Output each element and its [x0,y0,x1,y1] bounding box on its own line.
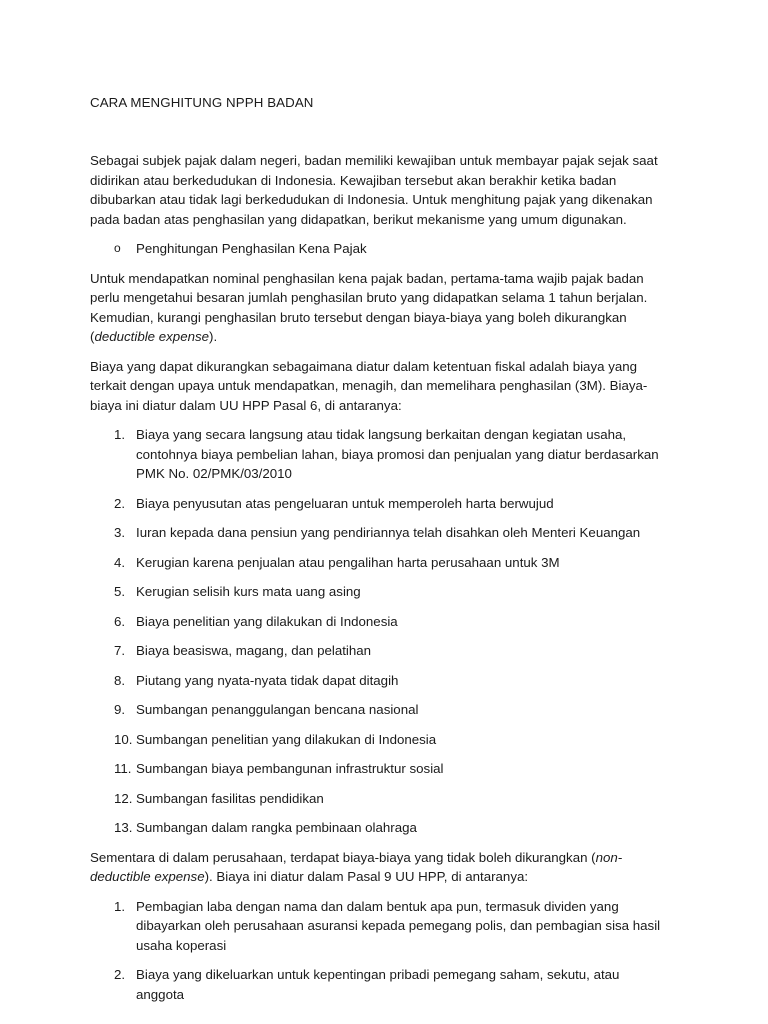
list-item-number: 6. [114,613,126,629]
list-item-text: Sumbangan biaya pembangunan infrastruktur sosial [136,761,444,776]
list-item-text: Sumbangan penanggulangan bencana nasional [136,702,419,717]
list-item-number: 4. [114,554,126,570]
list-item-text: Kerugian karena penjualan atau pengalihan harta perusahaan untuk 3M [136,554,560,570]
list-item-text: Biaya yang dikeluarkan untuk kepentingan pribadi pemegang saham, sekutu, atau anggota [136,967,620,1002]
section-bullet [90,239,670,259]
list-item-number: 10. [114,731,133,747]
taxable-income-text: Untuk mendapatkan nominal penghasilan kena pajak badan, pertama-tama wajib pajak badan perlu mengetahui besaran jumlah penghasilan bruto yang didapatkan selama 1 tahun berjalan. Kemudian, kurangi penghasilan bruto tersebut dengan biaya-biaya yang boleh dikurangkan ( [90,270,648,344]
list-item [90,759,670,779]
list-item [90,494,670,514]
list-item-number: 13. [114,820,133,835]
document-title: CARA MENGHITUNG NPPH BADAN [90,95,314,110]
list-item-text: Biaya penelitian yang dilakukan di Indonesia [136,613,398,629]
nondeductible-expense-term: non-deductible expense [90,849,623,884]
deductible-expense-term: deductible expense [94,329,210,344]
list-item [90,789,670,809]
list-item [90,553,670,573]
list-item-number: 5. [114,584,126,599]
taxable-income-paragraph [90,269,670,347]
bullet-mark: o [114,241,121,255]
list-item-number: 9. [114,702,126,717]
list-item-number: 8. [114,672,126,688]
list-item-number: 7. [114,643,126,658]
list-item-text: Biaya yang secara langsung atau tidak langsung berkaitan dengan kegiatan usaha, contohnya biaya pembelian lahan, biaya promosi dan penjualan yang diatur berdasarkan PMK No. 02/PMK/03/2010 [136,427,659,481]
list-item [90,582,670,602]
deductible-intro-paragraph: Biaya yang dapat dikurangkan sebagaimana diatur dalam ketentuan fiskal adalah biaya yang terkait dengan upaya untuk mendapatkan, menagih, dan memelihara penghasilan (3M). Biaya-biaya ini diatur dalam UU HPP Pasal 6, di antaranya: [90,358,648,413]
list-item-text: Pembagian laba dengan nama dan dalam bentuk apa pun, termasuk dividen yang dibayarkan oleh perusahaan asuransi kepada pemegang polis, dan pembagian sisa hasil usaha koperasi [136,898,661,953]
list-item [90,730,670,750]
list-item-number: 2. [114,495,126,511]
list-item [90,523,670,543]
list-item-number: 11. [114,761,132,776]
nondeductible-text-end: ). Biaya ini diatur dalam Pasal 9 UU HPP, di antaranya: [204,869,529,884]
list-item-text: Sumbangan penelitian yang dilakukan di Indonesia [136,731,437,747]
list-item-number: 1. [114,898,126,914]
list-item-text: Biaya penyusutan atas pengeluaran untuk memperoleh harta berwujud [136,495,554,511]
list-item-text: Biaya beasiswa, magang, dan pelatihan [136,643,372,658]
list-item-number: 3. [114,525,126,540]
list-item-text: Iuran kepada dana pensiun yang pendiriannya telah disahkan oleh Menteri Keuangan [136,525,641,540]
list-item-number: 2. [114,967,126,982]
list-item-text: Sumbangan fasilitas pendidikan [136,790,324,806]
list-item [90,671,670,691]
deductible-list [90,425,670,838]
list-item-number: 12. [114,790,133,806]
list-item-text: Sumbangan dalam rangka pembinaan olahraga [136,820,417,835]
list-item [90,641,670,661]
list-item-text: Piutang yang nyata-nyata tidak dapat ditagih [136,672,399,688]
list-item [90,965,670,1004]
list-item-number: 1. [114,427,126,442]
list-item [90,612,670,632]
list-item-text: Kerugian selisih kurs mata uang asing [136,584,361,599]
nondeductible-text: Sementara di dalam perusahaan, terdapat biaya-biaya yang tidak boleh dikurangkan ( [90,849,596,865]
list-item [90,425,670,484]
nondeductible-list [90,897,670,1005]
list-item [90,700,670,720]
taxable-income-text-end: ). [209,329,218,344]
section-heading: Penghitungan Penghasilan Kena Pajak [136,241,367,256]
intro-paragraph: Sebagai subjek pajak dalam negeri, badan memiliki kewajiban untuk membayar pajak sejak saat didirikan atau berkedudukan di Indonesia. Kewajiban tersebut akan berakhir ketika badan dibubarkan atau tidak lagi berkedudukan di Indonesia. Untuk menghitung pajak yang dikenakan pada badan atas penghasilan yang didapatkan, berikut mekanisme yang umum digunakan. [90,153,658,227]
list-item [90,818,670,838]
nondeductible-intro-paragraph [90,848,670,887]
document-body [90,151,670,1014]
list-item [90,897,670,956]
